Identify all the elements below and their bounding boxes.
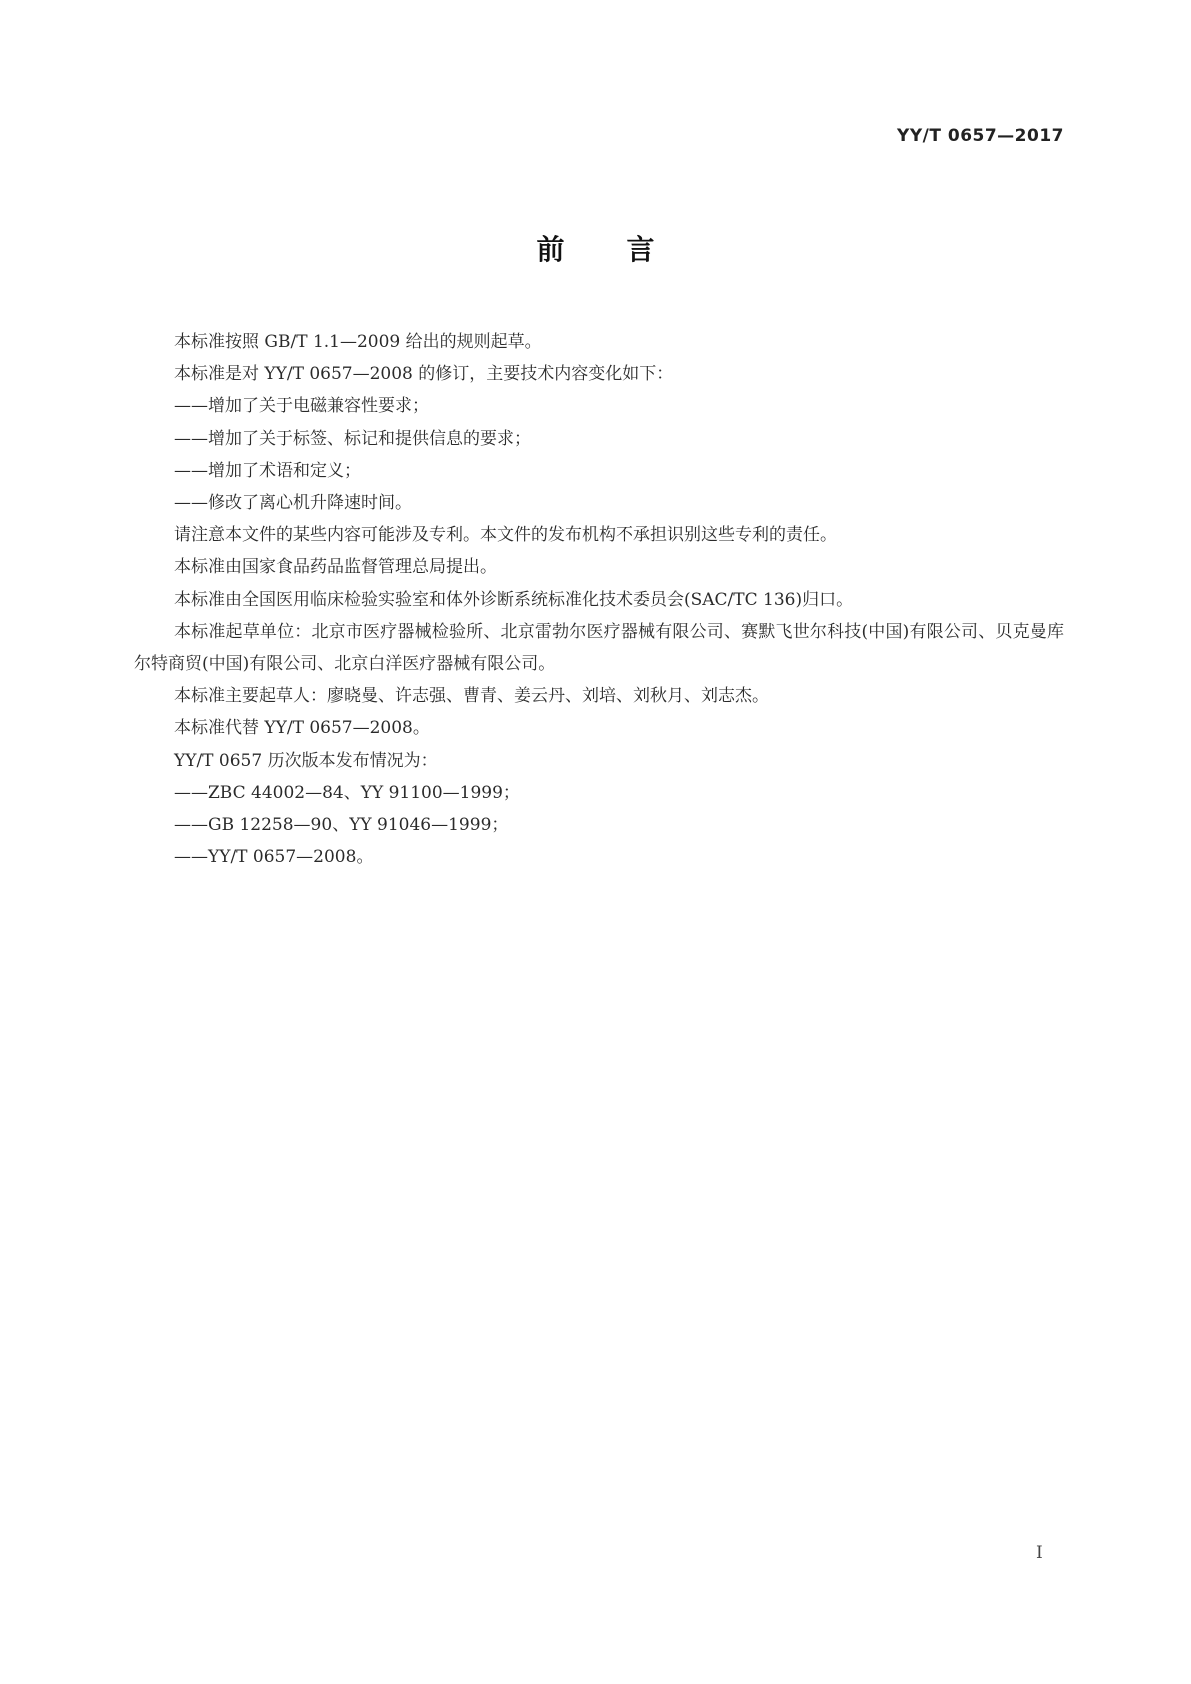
page-number: I	[1036, 1543, 1043, 1563]
paragraph-revision-intro: 本标准是对 YY/T 0657—2008 的修订，主要技术内容变化如下：	[174, 364, 674, 385]
history-item-3: ——YY/T 0657—2008。	[174, 847, 374, 868]
foreword-body	[134, 326, 1064, 873]
paragraph-drafting-units: 本标准起草单位：北京市医疗器械检验所、北京雷勃尔医疗器械有限公司、赛默飞世尔科技(中国)有限公司、贝克曼库尔特商贸(中国)有限公司、北京白洋医疗器械有限公司。	[134, 621, 1064, 675]
change-item-centrifuge-time: ——修改了离心机升降速时间。	[174, 493, 412, 514]
paragraph-drafters: 本标准主要起草人：廖晓曼、许志强、曹青、姜云丹、刘培、刘秋月、刘志杰。	[174, 686, 769, 707]
history-item-1: ——ZBC 44002—84、YY 91100—1999；	[174, 782, 520, 803]
page-title: 前言	[536, 233, 717, 266]
change-item-emc: ——增加了关于电磁兼容性要求；	[174, 396, 429, 417]
document-number: YY/T 0657—2017	[897, 126, 1064, 146]
change-item-labeling: ——增加了关于标签、标记和提供信息的要求；	[174, 428, 531, 449]
paragraph-patent-notice: 请注意本文件的某些内容可能涉及专利。本文件的发布机构不承担识别这些专利的责任。	[174, 525, 837, 546]
history-item-2: ——GB 12258—90、YY 91046—1999；	[174, 815, 509, 836]
change-item-terms: ——增加了术语和定义；	[174, 460, 361, 481]
paragraph-proposed-by: 本标准由国家食品药品监督管理总局提出。	[174, 557, 497, 578]
paragraph-drafting-rules: 本标准按照 GB/T 1.1—2009 给出的规则起草。	[174, 332, 542, 352]
paragraph-technical-committee: 本标准由全国医用临床检验实验室和体外诊断系统标准化技术委员会(SAC/TC 136)归口。	[174, 589, 854, 610]
paragraph-version-history: YY/T 0657 历次版本发布情况为：	[174, 750, 438, 771]
paragraph-replaces: 本标准代替 YY/T 0657—2008。	[174, 718, 430, 739]
